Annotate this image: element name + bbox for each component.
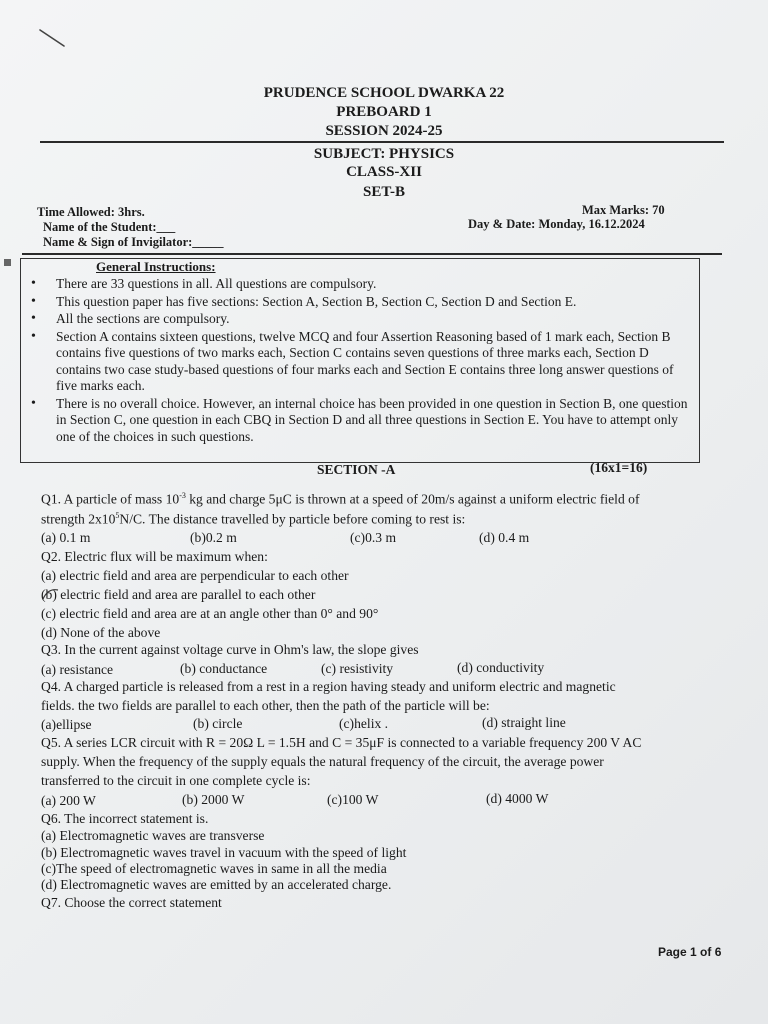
question-5-line3: transferred to the circuit in one complete cycle is: bbox=[41, 773, 311, 788]
q6-option-a: (a) Electromagnetic waves are transverse bbox=[41, 828, 265, 843]
question-5-line2: supply. When the frequency of the supply equals the natural frequency of the circuit, the average power bbox=[41, 754, 604, 769]
q1-option-b: (b)0.2 m bbox=[190, 530, 237, 545]
instructions-list bbox=[31, 276, 696, 445]
section-marks: (16x1=16) bbox=[590, 460, 648, 475]
question-5: Q5. A series LCR circuit with R = 20Ω L = 1.5H and C = 35μF is connected to a variable frequency 200 V AC bbox=[41, 735, 642, 750]
q2-option-b: (b) electric field and area are parallel to each other bbox=[41, 587, 316, 602]
question-4-line2: fields. the two fields are parallel to each other, then the path of the particle will be: bbox=[41, 698, 490, 713]
q2-option-c: (c) electric field and area are at an angle other than 0° and 90° bbox=[41, 606, 379, 621]
q3-option-d: (d) conductivity bbox=[457, 660, 545, 675]
q2-option-d: (d) None of the above bbox=[41, 625, 161, 640]
header-divider bbox=[40, 141, 724, 143]
question-6: Q6. The incorrect statement is. bbox=[41, 811, 209, 826]
question-7: Q7. Choose the correct statement bbox=[41, 895, 222, 910]
question-1: Q1. A particle of mass $10^{-3}$ kg and charge 5μC is thrown at a speed of 20m/s against a uniform electric field of bbox=[41, 491, 640, 507]
question-1-line2: strength $2x10^5N/C$. The distance travelled by particle before coming to rest is: bbox=[41, 511, 466, 527]
instruction-item: • All the sections are compulsory. bbox=[31, 311, 230, 326]
instruction-item: • There is no overall choice. However, an internal choice has been provided in one question in Section B, one question in Section C, one question in each CBQ in Section D and all three questions in Section E. You have to attempt only one of the choices in such questions. bbox=[31, 395, 688, 444]
session: SESSION 2024-25 bbox=[325, 123, 443, 139]
bullet-icon: • bbox=[31, 276, 36, 291]
q5-option-b: (b) 2000 W bbox=[182, 792, 245, 807]
section-title: SECTION -A bbox=[317, 462, 396, 477]
q1-option-c: (c)0.3 m bbox=[350, 530, 397, 545]
q1-option-d: (d) 0.4 m bbox=[479, 530, 530, 545]
question-2: Q2. Electric flux will be maximum when: bbox=[41, 549, 268, 564]
question-4: Q4. A charged particle is released from a rest in a region having steady and uniform electric and magnetic bbox=[41, 679, 616, 694]
bullet-icon: • bbox=[31, 395, 36, 411]
subject: SUBJECT: PHYSICS bbox=[313, 146, 455, 162]
q6-option-b: (b) Electromagnetic waves travel in vacuum with the speed of light bbox=[41, 845, 407, 860]
q4-option-c: (c)helix . bbox=[339, 716, 389, 731]
bullet-icon: • bbox=[31, 311, 36, 326]
pen-mark-icon bbox=[36, 26, 70, 50]
class: CLASS-XII bbox=[346, 164, 422, 180]
bullet-icon: • bbox=[31, 293, 36, 309]
school-name: PRUDENCE SCHOOL DWARKA 22 bbox=[263, 85, 505, 101]
q4-option-b: (b) circle bbox=[193, 716, 243, 731]
q5-option-c: (c)100 W bbox=[327, 792, 379, 807]
page-number: Page 1 of 6 bbox=[658, 945, 722, 959]
answer-mark-icon bbox=[40, 586, 62, 604]
instruction-item: • There are 33 questions in all. All questions are compulsory. bbox=[31, 276, 377, 291]
exam-date: Day & Date: Monday, 16.12.2024 bbox=[468, 217, 645, 231]
q3-option-b: (b) conductance bbox=[180, 661, 268, 676]
student-name-field: Name of the Student:___ bbox=[43, 220, 176, 234]
question-3: Q3. In the current against voltage curve in Ohm's law, the slope gives bbox=[41, 642, 419, 657]
q3-option-a: (a) resistance bbox=[41, 662, 114, 677]
instruction-item: • This question paper has five sections: Section A, Section B, Section C, Section D and Section E. bbox=[31, 293, 577, 309]
meta-divider bbox=[22, 253, 722, 255]
q6-option-c: (c)The speed of electromagnetic waves in same in all the media bbox=[41, 861, 387, 876]
instruction-item: • Section A contains sixteen questions, twelve MCQ and four Assertion Reasoning based of 1 mark each, Section B contains five questions of two marks each, Section C contains seven questions of three marks each, Section D contains two case study-based questions of four marks each and Section E contains three long answer questions of five marks each. bbox=[31, 328, 674, 393]
exam-name: PREBOARD 1 bbox=[336, 104, 432, 120]
q4-option-d: (d) straight line bbox=[482, 715, 566, 730]
q3-option-c: (c) resistivity bbox=[321, 661, 394, 676]
invigilator-field: Name & Sign of Invigilator:_____ bbox=[43, 235, 224, 249]
q5-option-a: (a) 200 W bbox=[41, 793, 96, 808]
q1-option-a: (a) 0.1 m bbox=[41, 530, 91, 545]
max-marks: Max Marks: 70 bbox=[582, 203, 665, 217]
corner-square-icon bbox=[4, 259, 11, 266]
q5-option-d: (d) 4000 W bbox=[486, 791, 549, 806]
time-allowed: Time Allowed: 3hrs. bbox=[37, 205, 145, 219]
bullet-icon: • bbox=[31, 328, 36, 344]
q6-option-d: (d) Electromagnetic waves are emitted by an accelerated charge. bbox=[41, 877, 392, 892]
q2-option-a: (a) electric field and area are perpendicular to each other bbox=[41, 568, 349, 583]
q4-option-a: (a)ellipse bbox=[41, 717, 92, 732]
set: SET-B bbox=[363, 184, 405, 200]
instructions-title: General Instructions: bbox=[96, 259, 216, 274]
